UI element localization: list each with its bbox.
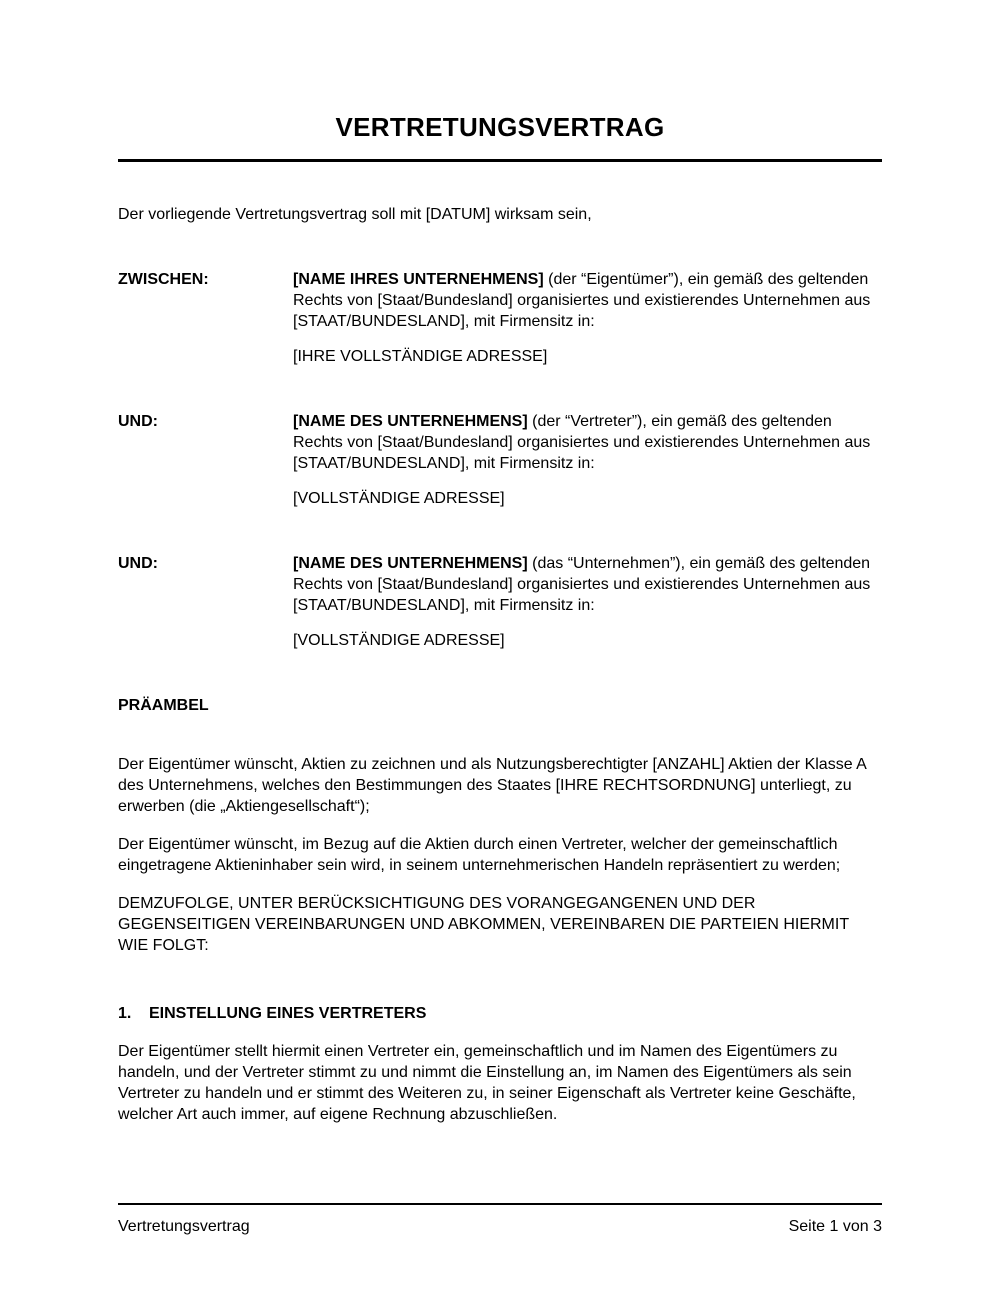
- party-description-text: (der “Vertreter”), ein gemäß des geltenden Rechts von [Staat/Bundesland] organisiertes und existierendes Unternehmen aus [STAAT/BUNDESLAND], mit Firmensitz in:: [293, 413, 871, 472]
- intro-paragraph: Der vorliegende Vertretungsvertrag soll mit [DATUM] wirksam sein,: [118, 206, 592, 223]
- footer-document-name: Vertretungsvertrag: [118, 1218, 250, 1235]
- party-company-name: [NAME IHRES UNTERNEHMENS]: [293, 271, 544, 288]
- preamble-heading: PRÄAMBEL: [118, 697, 209, 714]
- page-title: VERTRETUNGSVERTRAG: [335, 112, 665, 142]
- party-description-text: (der “Eigentümer”), ein gemäß des geltenden Rechts von [Staat/Bundesland] organisiertes und existierendes Unternehmen aus [STAAT/BUNDESLAND], mit Firmensitz in:: [293, 271, 871, 330]
- section-1-body: Der Eigentümer stellt hiermit einen Vertreter ein, gemeinschaftlich und im Namen des Eigentümers zu handeln, und der Vertreter stimmt zu und nimmt die Einstellung an, im Namen des Eigentümers als sein Vertreter zu handeln und er stimmt des Weiteren zu, in seiner Eigenschaft als Vertreter keine Geschäfte, welcher Art auch immer, auf eigene Rechnung abzuschließen.: [118, 1043, 856, 1123]
- party-content: [293, 411, 882, 509]
- party-description-text: (das “Unternehmen”), ein gemäß des geltenden Rechts von [Staat/Bundesland] organisiertes und existierendes Unternehmen aus [STAAT/BUNDESLAND], mit Firmensitz in:: [293, 555, 871, 614]
- section-1-title: EINSTELLUNG EINES VERTRETERS: [149, 1005, 427, 1022]
- party-block-company: [118, 553, 882, 651]
- section-1-number: 1.: [118, 1005, 132, 1022]
- preamble-paragraph-3: DEMZUFOLGE, UNTER BERÜCKSICHTIGUNG DES VORANGEGANGENEN UND DER GEGENSEITIGEN VEREINBARUNGEN UND ABKOMMEN, VEREINBAREN DIE PARTEIEN HIERMIT WIE FOLGT:: [118, 895, 849, 954]
- party-label-zwischen: ZWISCHEN:: [118, 271, 209, 288]
- footer-page-number: Seite 1 von 3: [788, 1218, 882, 1235]
- party-content: [293, 553, 882, 651]
- party-label-und-2: UND:: [118, 555, 158, 572]
- party-company-name: [NAME DES UNTERNEHMENS]: [293, 555, 528, 572]
- preamble-paragraph-1: Der Eigentümer wünscht, Aktien zu zeichnen und als Nutzungsberechtigter [ANZAHL] Aktien der Klasse A des Unternehmens, welches den Bestimmungen des Staates [IHRE RECHTSORDNUNG] unterliegt, zu erwerben (die „Aktiengesellschaft“);: [118, 756, 866, 815]
- preamble-paragraph-2: Der Eigentümer wünscht, im Bezug auf die Aktien durch einen Vertreter, welcher der gemeinschaftlich eingetragene Aktieninhaber sein wird, in seinem unternehmerischen Handeln repräsentiert zu werden;: [118, 836, 841, 874]
- party-label-und-1: UND:: [118, 413, 158, 430]
- party-block-owner: [118, 269, 882, 367]
- party-description: [293, 553, 882, 616]
- party-company-name: [NAME DES UNTERNEHMENS]: [293, 413, 528, 430]
- party-description: [293, 411, 882, 474]
- party-description: [293, 269, 882, 332]
- section-1-heading: [118, 1003, 882, 1024]
- party-address: [VOLLSTÄNDIGE ADRESSE]: [293, 490, 505, 507]
- party-address: [VOLLSTÄNDIGE ADRESSE]: [293, 632, 505, 649]
- page-footer: [118, 1203, 882, 1237]
- party-block-representative: [118, 411, 882, 509]
- party-content: [293, 269, 882, 367]
- party-address: [IHRE VOLLSTÄNDIGE ADRESSE]: [293, 348, 548, 365]
- title-rule: [118, 159, 882, 162]
